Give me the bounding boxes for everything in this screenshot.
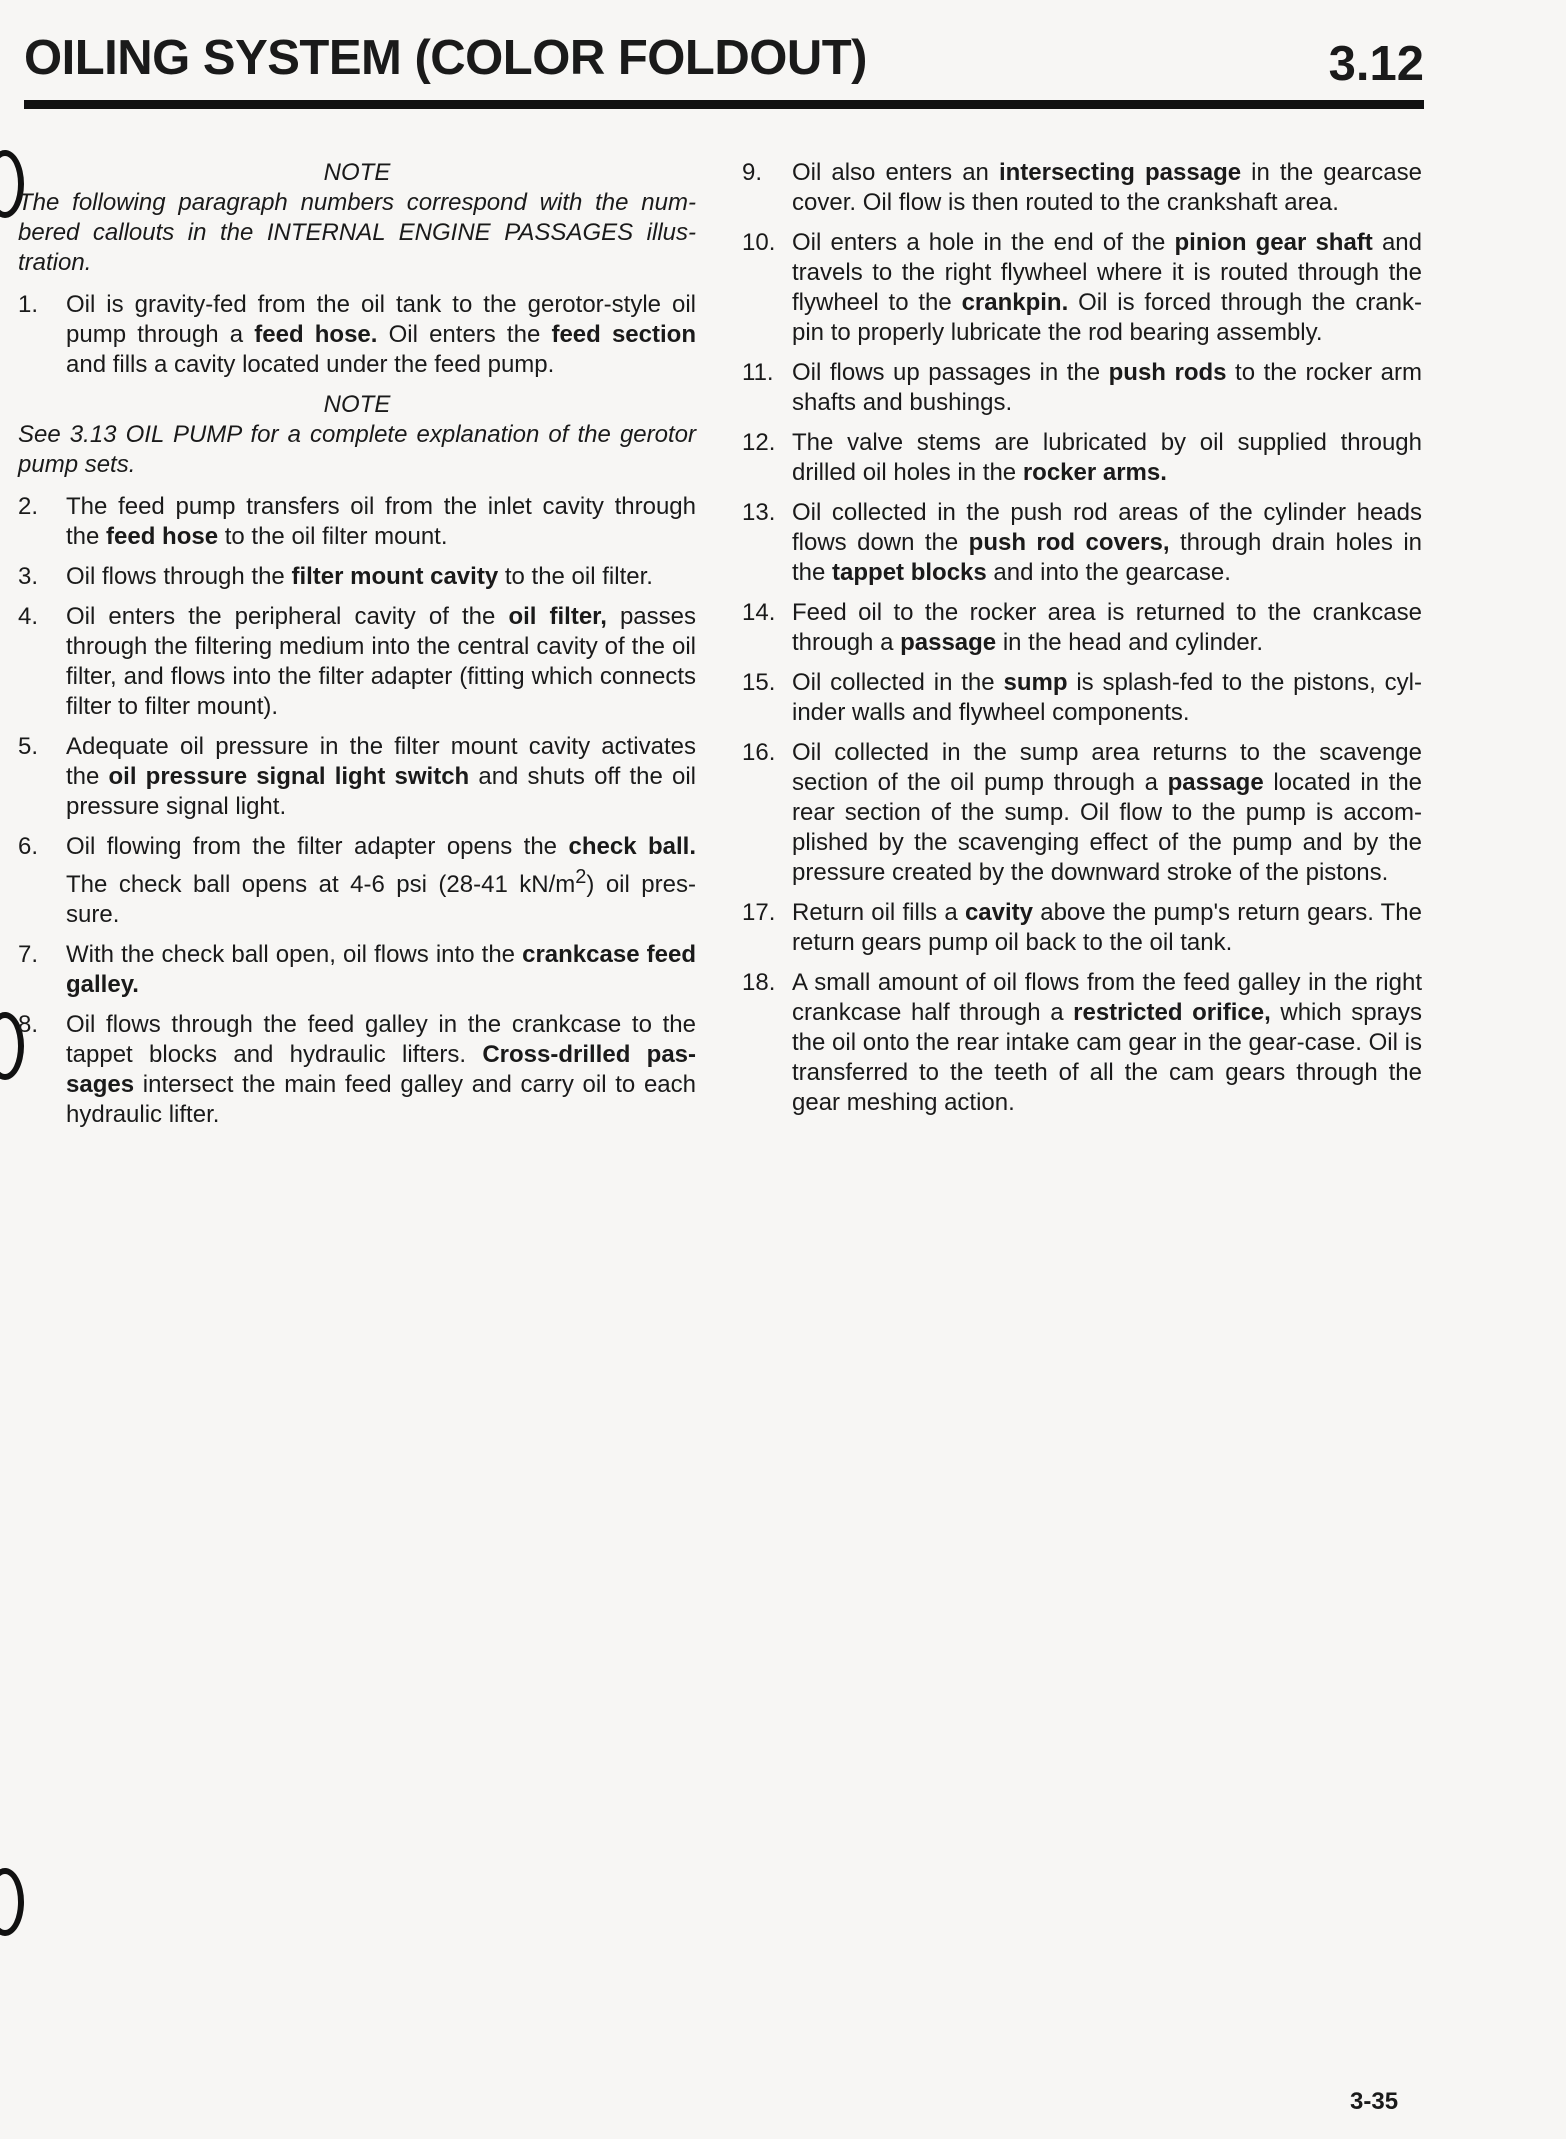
item-text: intersect the main feed galley and carry oil to each hydraulic lifter.	[66, 1071, 696, 1128]
item-text: to the oil filter.	[498, 563, 653, 590]
item-text: Oil collected in the sump area returns to the scavenge section of the oil pump through a	[792, 739, 1422, 796]
item-text: located in the rear section of the sump. Oil flow to the pump is accom-plished by the scavenging effect of the pump and by the pressure created by the downward stroke of the pistons.	[792, 769, 1423, 886]
item-text: Oil enters the peripheral cavity of the	[66, 603, 509, 630]
item-number: 7.	[18, 941, 39, 968]
item-text: to the rocker arm shafts and bushings.	[792, 359, 1423, 416]
item-number: 3.	[18, 563, 39, 590]
list-item	[742, 668, 1422, 728]
item-term: check ball.	[568, 833, 696, 860]
list-item	[18, 602, 696, 722]
item-term: crankpin.	[961, 289, 1069, 316]
note-title: NOTE	[323, 159, 391, 186]
item-text: The feed pump transfers oil from the inlet cavity through the	[66, 493, 696, 550]
item-number: 12.	[742, 429, 776, 456]
item-term: sump	[1003, 669, 1068, 696]
item-text: Oil flowing from the filter adapter opens the	[66, 833, 569, 860]
item-number: 18.	[742, 969, 776, 996]
item-text: and fills a cavity located under the feed pump.	[66, 351, 555, 378]
item-text: passes through the filtering medium into the central cavity of the oil filter, and flows into the filter adapter (fitting which connects filter to filter mount).	[66, 603, 696, 720]
item-text: Oil collected in the	[792, 669, 1004, 696]
item-term: crankcase feed galley.	[66, 941, 696, 998]
item-text: Feed oil to the rocker area is returned to the crankcase through a	[792, 599, 1422, 656]
item-term: passage	[1167, 769, 1264, 796]
item-text: The check ball opens at 4-6 psi (28-41 kN/m	[66, 871, 576, 898]
list-item	[18, 1010, 696, 1130]
left-column	[18, 158, 696, 1140]
item-term: passage	[900, 629, 997, 656]
item-text: and into the gearcase.	[986, 559, 1231, 586]
list-item	[742, 228, 1422, 348]
item-term: feed section	[551, 321, 696, 348]
list-item	[742, 498, 1422, 588]
note-body: The following paragraph numbers correspond with the num-bered callouts in the INTERNAL ENGINE PASSAGES illus-tration.	[18, 189, 696, 276]
item-term: restricted orifice,	[1073, 999, 1271, 1026]
item-text: Oil flows up passages in the	[792, 359, 1109, 386]
item-text: Oil enters the	[377, 321, 552, 348]
item-text: Oil flows through the feed galley in the crankcase to the tappet blocks and hydraulic lifters.	[66, 1011, 696, 1068]
list-item	[742, 158, 1422, 218]
item-term: Cross-drilled pas-sages	[66, 1041, 696, 1098]
list-item	[742, 968, 1422, 1118]
item-text: to the oil filter mount.	[218, 523, 448, 550]
item-term: push rod covers,	[968, 529, 1170, 556]
item-term: feed hose	[106, 523, 219, 550]
item-text: through drain holes in the	[792, 529, 1422, 586]
item-term: intersecting passage	[998, 159, 1242, 186]
item-term: push rods	[1108, 359, 1227, 386]
item-text: which sprays the oil onto the rear intake cam gear in the gear-case. Oil is transferred to the teeth of all the cam gears through the gear meshing action.	[792, 999, 1422, 1116]
item-text: in the head and cylinder.	[996, 629, 1264, 656]
item-number: 14.	[742, 599, 776, 626]
item-text: is splash-fed to the pistons, cyl-inder walls and flywheel components.	[792, 669, 1422, 726]
item-text: and travels to the right flywheel where it is routed through the flywheel to the	[792, 229, 1422, 316]
list-item	[742, 428, 1422, 488]
item-text: The valve stems are lubricated by oil supplied through drilled oil holes in the	[792, 429, 1422, 486]
item-term: oil filter,	[508, 603, 607, 630]
item-number: 4.	[18, 603, 39, 630]
item-number: 5.	[18, 733, 39, 760]
item-number: 17.	[742, 899, 776, 926]
item-text: above the pump's return gears. The return gears pump oil back to the oil tank.	[792, 899, 1422, 956]
item-number: 1.	[18, 291, 39, 318]
list-item	[742, 898, 1422, 958]
item-text: Oil also enters an	[792, 159, 999, 186]
page-title: OILING SYSTEM (COLOR FOLDOUT)	[24, 31, 867, 85]
section-number: 3.12	[1328, 37, 1424, 91]
list-item	[18, 290, 696, 380]
page-number: 3-35	[1350, 2088, 1399, 2115]
list-item	[18, 492, 696, 552]
item-text: With the check ball open, oil flows into the	[66, 941, 523, 968]
note-title: NOTE	[323, 391, 391, 418]
item-number: 2.	[18, 493, 39, 520]
header-rule	[24, 100, 1424, 109]
note-body: See 3.13 OIL PUMP for a complete explanation of the gerotor pump sets.	[18, 421, 696, 478]
item-term: oil pressure signal light switch	[108, 763, 470, 790]
item-text: Oil is forced through the crank-pin to properly lubricate the rod bearing assembly.	[792, 289, 1422, 346]
item-term: pinion gear shaft	[1174, 229, 1373, 256]
list-item	[742, 598, 1422, 658]
item-term: filter mount cavity	[291, 563, 499, 590]
item-text: Oil flows through the	[66, 563, 292, 590]
item-number: 9.	[742, 159, 763, 186]
list-item	[742, 738, 1422, 888]
item-text: Adequate oil pressure in the filter mount cavity activates the	[66, 733, 696, 790]
item-number: 6.	[18, 833, 39, 860]
item-text: A small amount of oil flows from the feed galley in the right crankcase half through a	[792, 969, 1422, 1026]
item-term: rocker arms.	[1022, 459, 1167, 486]
superscript: 2	[575, 866, 587, 888]
item-number: 13.	[742, 499, 776, 526]
list-item	[742, 358, 1422, 418]
list-item	[18, 832, 696, 930]
item-term: feed hose.	[254, 321, 378, 348]
list-item	[18, 562, 696, 592]
item-text: Oil is gravity-fed from the oil tank to the gerotor-style oil pump through a	[66, 291, 696, 348]
item-number: 10.	[742, 229, 776, 256]
list-item	[18, 732, 696, 822]
item-text: ) oil pres-sure.	[66, 871, 696, 928]
right-column	[742, 158, 1422, 1128]
list-item	[18, 940, 696, 1000]
item-text: in the gearcase cover. Oil flow is then routed to the crankshaft area.	[792, 159, 1422, 216]
item-number: 16.	[742, 739, 776, 766]
item-number: 8.	[18, 1011, 39, 1038]
binder-hole-mark	[0, 1868, 24, 1936]
item-text: and shuts off the oil pressure signal light.	[66, 763, 696, 820]
item-text: Return oil fills a	[792, 899, 965, 926]
item-number: 11.	[742, 359, 774, 386]
page-header	[24, 30, 1424, 94]
item-term: cavity	[964, 899, 1033, 926]
item-text: Oil collected in the push rod areas of the cylinder heads flows down the	[792, 499, 1422, 556]
item-text: Oil enters a hole in the end of the	[792, 229, 1175, 256]
item-term: tappet blocks	[832, 559, 987, 586]
item-number: 15.	[742, 669, 776, 696]
